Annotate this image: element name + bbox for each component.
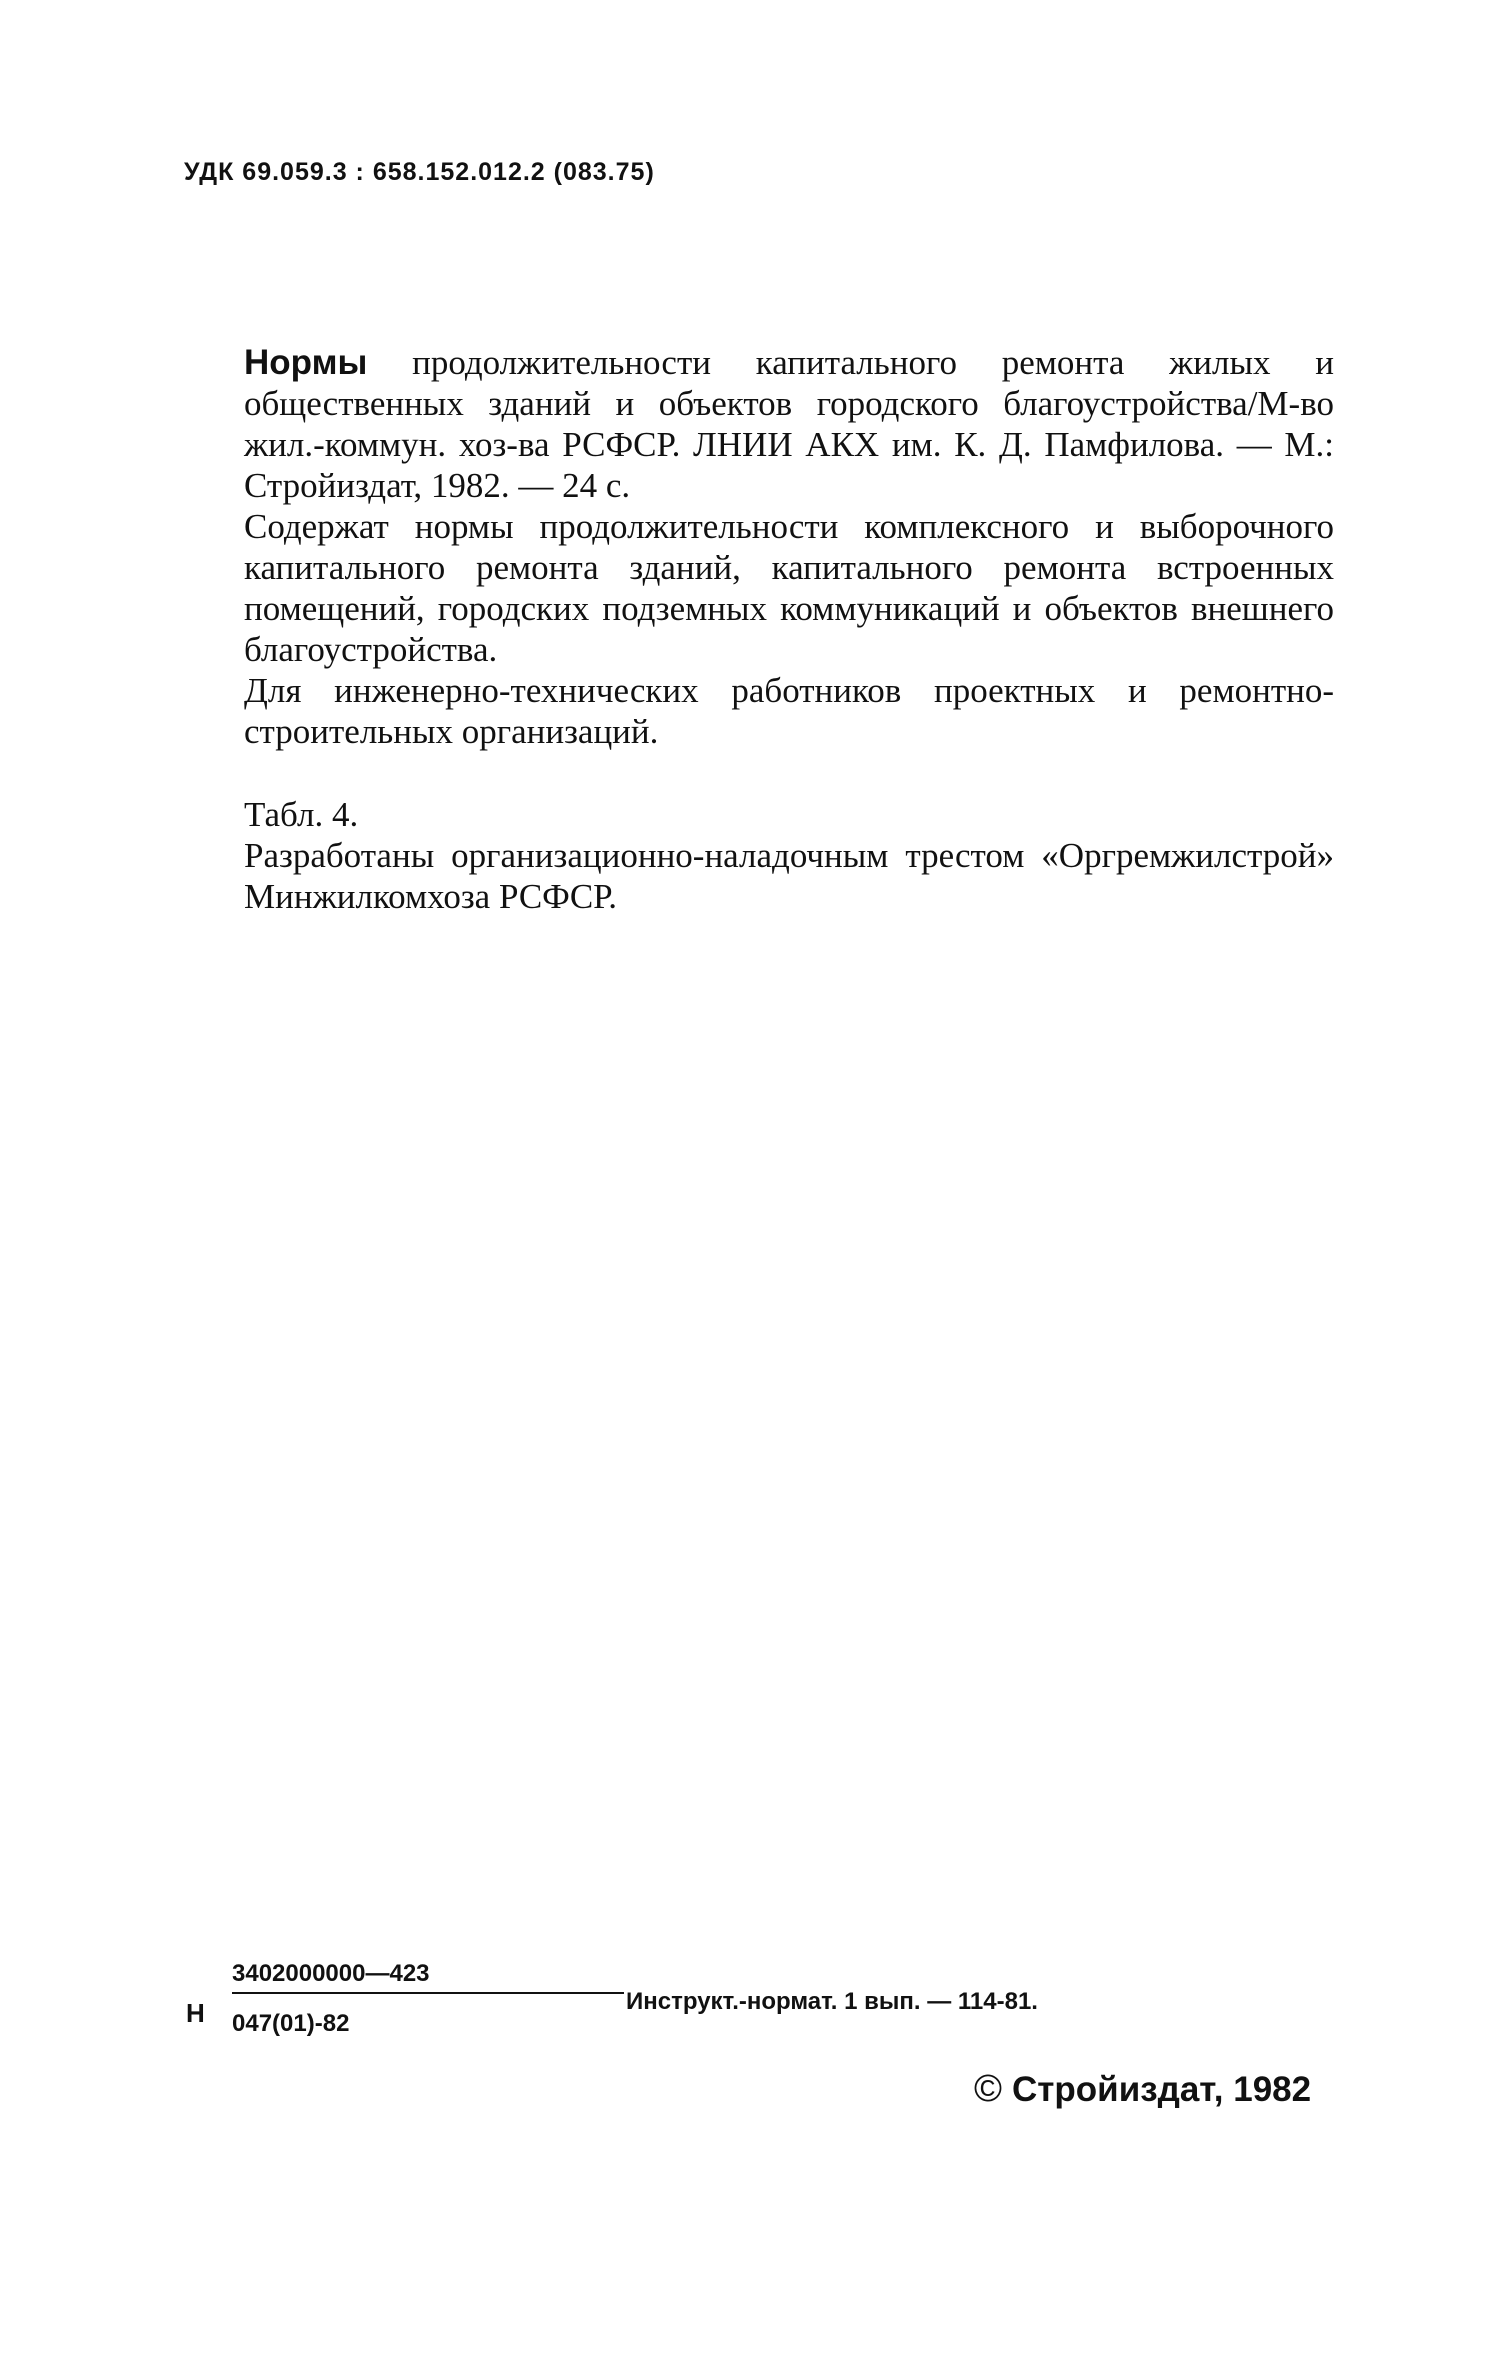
developer-paragraph: Разработаны организационно-наладочным трестом «Оргремжилстрой» Минжилкомхоза РСФСР.: [244, 836, 1334, 916]
copyright-icon: ©: [974, 2068, 1002, 2110]
index-description: Инструкт.-нормат. 1 вып. — 114-81.: [626, 1988, 1038, 2015]
fraction-line: [232, 1992, 624, 1994]
copyright-text: Стройиздат, 1982: [1012, 2070, 1312, 2109]
paragraph-gap: [244, 752, 1334, 794]
udc-code: УДК 69.059.3 : 658.152.012.2 (083.75): [184, 158, 655, 186]
index-numerator: 3402000000—423: [232, 1960, 430, 1987]
index-letter: Н: [186, 1998, 205, 2028]
index-denominator: 047(01)-82: [232, 2010, 350, 2037]
tables-count: Табл. 4.: [244, 795, 359, 834]
title-lead-word: Нормы: [244, 343, 368, 382]
audience-paragraph: Для инженерно-технических работников проектных и ремонтно-строительных организаций.: [244, 671, 1334, 751]
bibliographic-abstract: [244, 342, 1334, 917]
citation-text: продолжительности капитального ремонта жилых и общественных зданий и объектов городского благоустройства/М-во жил.-коммун. хоз-ва РСФСР. ЛНИИ АКХ им. К. Д. Памфилова. — М.: Стройиздат, 1982. — 24 с.: [244, 343, 1334, 505]
citation-paragraph: [244, 342, 1334, 506]
copyright-notice: [974, 2068, 1311, 2111]
summary-paragraph: Содержат нормы продолжительности комплексного и выборочного капитального ремонта зданий, капитального ремонта встроенных помещений, городских подземных коммуникаций и объектов внешнего благоустройства.: [244, 507, 1334, 669]
